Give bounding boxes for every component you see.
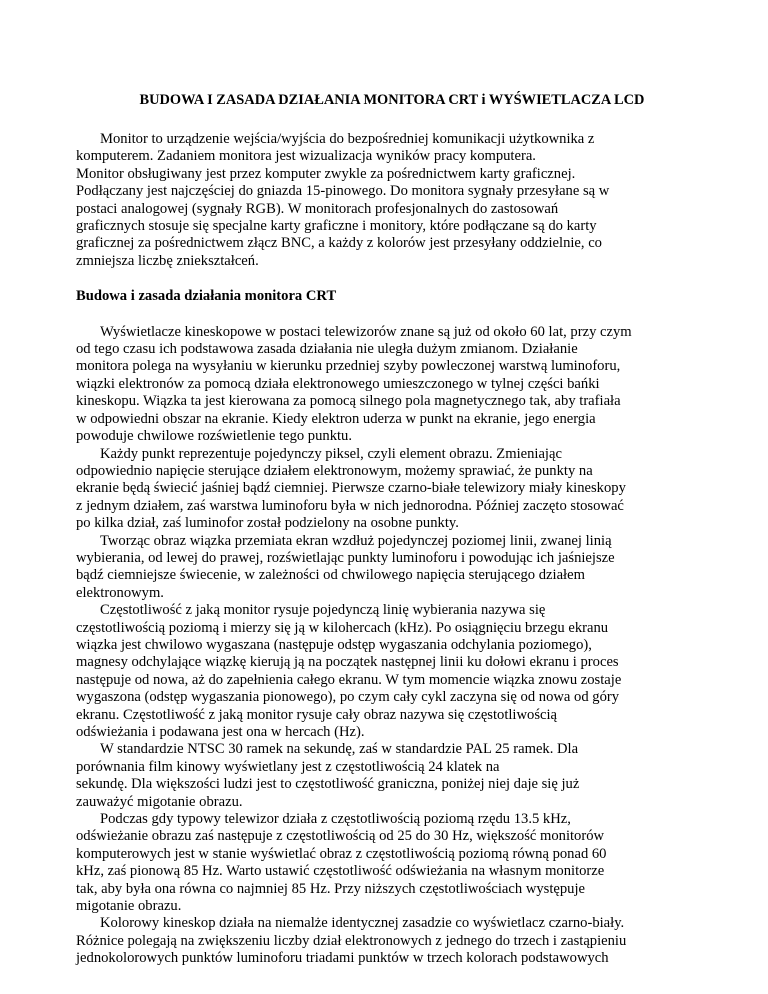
text-line: z jednym działem, zaś warstwa luminoforu była w nich jednorodna. Później zaczęto stosować	[76, 497, 624, 514]
intro-paragraph	[76, 131, 698, 270]
text-line: kHz, zaś pionową 85 Hz. Warto ustawić częstotliwość odświeżania na własnym monitorze	[76, 863, 605, 880]
text-line: komputerowych jest w stanie wyświetlać obraz z częstotliwością poziomą równą ponad 60	[76, 845, 607, 862]
text-line: tak, aby była ona równa co najmniej 85 Hz. Przy niższych częstotliwościach występuje	[76, 880, 585, 897]
text-line: Kolorowy kineskop działa na niemalże identycznej zasadzie co wyświetlacz czarno-biały.	[100, 915, 625, 932]
text-line: odświeżania i podawana jest ona w hercach (Hz).	[76, 724, 365, 740]
section-body	[76, 324, 698, 968]
text-line: bądź ciemniejsze świecenie, w zależności od chwilowego napięcia sterującego działem	[76, 567, 585, 584]
text-line: elektronowym.	[76, 584, 164, 601]
text-line: wybierania, od lewej do prawej, rozświetlając punkty luminoforu i powodując ich jaśniejsze	[76, 549, 615, 566]
text-line: monitora polega na wysyłaniu w kierunku przedniej szyby powleczonej warstwą luminoforu,	[76, 358, 621, 375]
text-line: Monitor to urządzenie wejścia/wyjścia do bezpośredniej komunikacji użytkownika z	[100, 131, 595, 147]
text-line: zauważyć migotanie obrazu.	[76, 793, 243, 810]
text-line: Wyświetlacze kineskopowe w postaci telewizorów znane są już od około 60 lat, przy czym	[100, 323, 632, 340]
text-line: wiązka jest chwilowo wygaszana (następuje odstęp wygaszania odchylania poziomego),	[76, 636, 592, 653]
text-line: W standardzie NTSC 30 ramek na sekundę, zaś w standardzie PAL 25 ramek. Dla	[100, 741, 579, 758]
text-line: ekranu. Częstotliwość z jaką monitor rysuje cały obraz nazywa się częstotliwością	[76, 706, 558, 723]
text-line: Częstotliwość z jaką monitor rysuje pojedynczą linię wybierania nazywa się	[100, 602, 546, 619]
text-line: powoduje chwilowe rozświetlenie tego punktu.	[76, 428, 352, 445]
text-line: zmniejsza liczbę zniekształceń.	[76, 252, 259, 269]
text-line: wygaszona (odstęp wygaszania pionowego), po czym cały cykl zaczyna się od nowa od góry	[76, 689, 620, 706]
text-line: jednokolorowych punktów luminoforu triadami punktów w trzech kolorach podstawowych	[76, 950, 609, 967]
section-heading: Budowa i zasada działania monitora CRT	[76, 288, 337, 305]
text-line: częstotliwością poziomą i mierzy się ją w kilohercach (kHz). Po osiągnięciu brzegu ekranu	[76, 619, 609, 636]
text-line: magnesy odchylające wiązkę kierują ją na początek następnej linii ku dołowi ekranu i proces	[76, 654, 619, 671]
text-line: komputerem. Zadaniem monitora jest wizualizacja wyników pracy komputera.	[76, 148, 536, 165]
text-line: następuje od nowa, aż do zapełnienia całego ekranu. W tym momencie wiązka znowu zostaje	[76, 671, 622, 688]
text-line: odświeżanie obrazu zaś następuje z częstotliwością od 25 do 30 Hz, większość monitorów	[76, 828, 605, 845]
text-line: od tego czasu ich podstawowa zasada działania nie uległa dużym zmianom. Działanie	[76, 341, 578, 358]
text-line: porównania film kinowy wyświetlany jest z częstotliwością 24 klatek na	[76, 758, 500, 775]
text-line: Różnice polegają na zwiększeniu liczby dział elektronowych z jednego do trzech i zastąpieniu	[76, 932, 627, 949]
text-line: Monitor obsługiwany jest przez komputer zwykle za pośrednictwem karty graficznej.	[76, 165, 576, 182]
text-line: kineskopu. Wiązka ta jest kierowana za pomocą silnego pola magnetycznego tak, aby trafiała	[76, 393, 621, 410]
text-line: ekranie będą świecić jaśniej bądź ciemniej. Pierwsze czarno-białe telewizory miały kineskopy	[76, 480, 626, 497]
text-line: w odpowiedni obszar na ekranie. Kiedy elektron uderza w punkt na ekranie, jego energia	[76, 410, 596, 427]
text-line: migotanie obrazu.	[76, 898, 182, 915]
text-line: Podczas gdy typowy telewizor działa z częstotliwością poziomą rzędu 13.5 kHz,	[100, 811, 571, 828]
text-line: postaci analogowej (sygnały RGB). W monitorach profesjonalnych do zastosowań	[76, 200, 559, 217]
text-line: wiązki elektronów za pomocą działa elektronowego umieszczonego w tylnej części bańki	[76, 375, 600, 392]
document-title: BUDOWA I ZASADA DZIAŁANIA MONITORA CRT i WYŚWIETLACZA LCD	[139, 92, 645, 108]
text-line: graficznych stosuje się specjalne karty graficzne i monitory, które podłączane są do karty	[76, 218, 597, 235]
text-line: po kilka dział, zaś luminofor został podzielony na osobne punkty.	[76, 515, 459, 532]
text-line: graficznej za pośrednictwem złącz BNC, a każdy z kolorów jest przesyłany oddzielnie, co	[76, 235, 602, 252]
text-line: sekundę. Dla większości ludzi jest to częstotliwość graniczna, poniżej niej daje się już	[76, 776, 580, 793]
text-line: Tworząc obraz wiązka przemiata ekran wzdłuż pojedynczej poziomej linii, zwanej linią	[100, 532, 612, 549]
text-line: Podłączany jest najczęściej do gniazda 15-pinowego. Do monitora sygnały przesyłane są w	[76, 183, 610, 200]
text-line: Każdy punkt reprezentuje pojedynczy piksel, czyli element obrazu. Zmieniając	[100, 445, 562, 462]
text-line: odpowiednio napięcie sterujące działem elektronowym, możemy sprawiać, że punkty na	[76, 462, 593, 479]
